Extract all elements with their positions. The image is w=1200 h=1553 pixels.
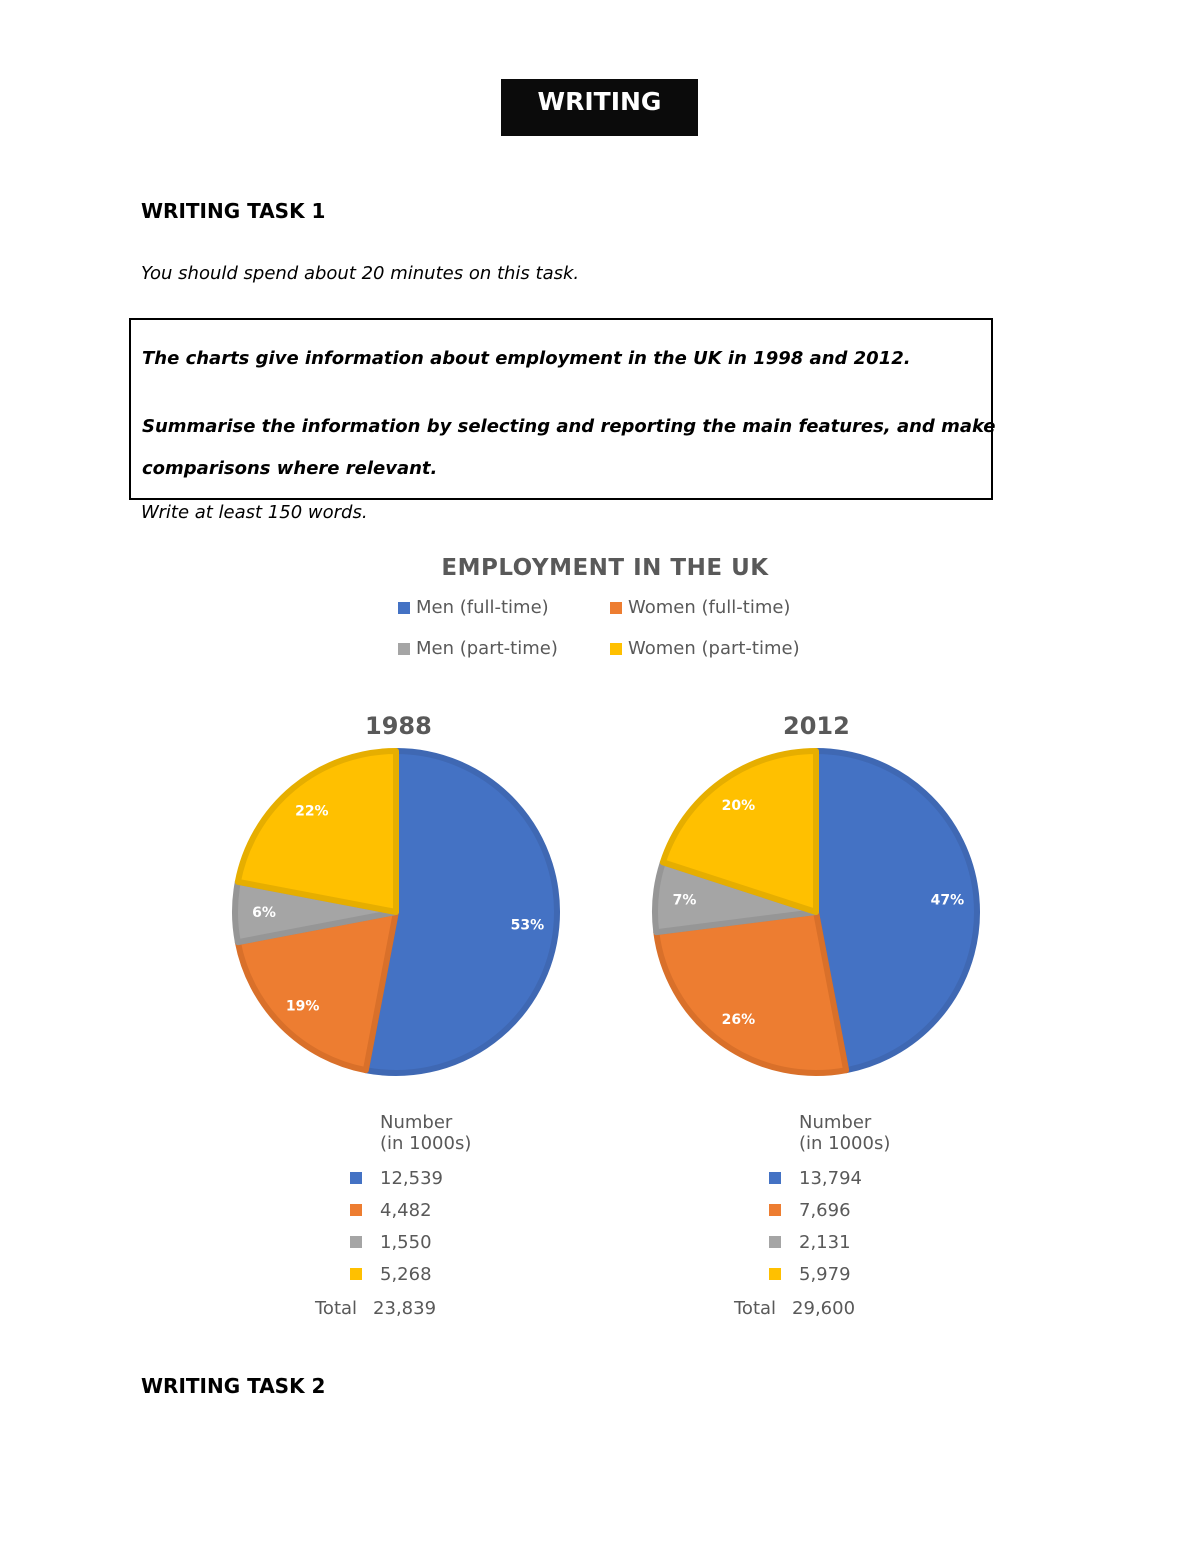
total-label: Total [734,1298,777,1319]
pie-title-1988: 1988 [365,712,432,740]
number-row [769,1194,890,1226]
word-note: Write at least 150 words. [141,502,368,523]
number-row [350,1194,471,1226]
number-unit-label: (in 1000s) [380,1133,472,1154]
legend-label: Men (full-time) [416,597,549,618]
total-value: 23,839 [373,1298,437,1319]
pie-label-2012-women-part-time: 20% [721,798,756,815]
number-row [769,1162,890,1194]
pie-label-1988-men-full-time: 53% [510,917,545,934]
pie-label-2012-men-full-time: 47% [930,892,965,909]
writing-banner: WRITING [501,79,698,136]
pie-slice-2012-women-full-time [656,912,846,1073]
prompt-line-2: Summarise the information by selecting and reporting the main features, and make [142,416,996,437]
numbers-table-2012 [734,1112,890,1319]
total-value: 29,600 [792,1298,856,1319]
number-row [769,1226,890,1258]
pie-label-2012-women-full-time: 26% [721,1011,756,1028]
legend-label: Women (part-time) [628,638,800,659]
swatch [769,1268,781,1280]
number-row [350,1162,471,1194]
time-note: You should spend about 20 minutes on this task. [141,263,580,284]
swatch [350,1172,362,1184]
number-value: 13,794 [799,1167,862,1189]
swatch [769,1236,781,1248]
number-row [350,1258,471,1290]
number-row [350,1226,471,1258]
number-label: Number [799,1112,872,1133]
number-value: 2,131 [799,1231,851,1253]
pie-label-1988-women-part-time: 22% [295,803,329,820]
task2-heading: WRITING TASK 2 [141,1374,326,1398]
number-value: 4,482 [380,1199,432,1221]
number-value: 12,539 [380,1167,443,1189]
swatch [350,1204,362,1216]
pie-slice-2012-men-full-time [816,751,977,1070]
task1-heading: WRITING TASK 1 [141,199,326,223]
total-label: Total [315,1298,358,1319]
numbers-table-1988 [315,1112,471,1319]
pie-label-1988-men-part-time: 6% [252,905,276,921]
pie-label-2012-men-part-time: 7% [672,892,697,909]
number-value: 7,696 [799,1199,851,1221]
number-row [769,1258,890,1290]
prompt-line-3: comparisons where relevant. [142,458,438,479]
chart-title: EMPLOYMENT IN THE UK [441,555,769,581]
number-value: 5,979 [799,1263,851,1285]
pie-slice-1988-women-part-time [238,751,396,912]
legend-label: Women (full-time) [628,597,791,618]
pie-label-1988-women-full-time: 19% [285,998,320,1015]
pie-title-2012: 2012 [783,712,850,740]
number-label: Number [380,1112,453,1133]
number-value: 1,550 [380,1231,432,1253]
number-unit-label: (in 1000s) [799,1133,891,1154]
number-value: 5,268 [380,1263,432,1285]
swatch [769,1204,781,1216]
swatch [350,1236,362,1248]
legend-label: Men (part-time) [416,638,558,659]
swatch [769,1172,781,1184]
prompt-line-1: The charts give information about employment in the UK in 1998 and 2012. [142,348,911,369]
swatch [350,1268,362,1280]
